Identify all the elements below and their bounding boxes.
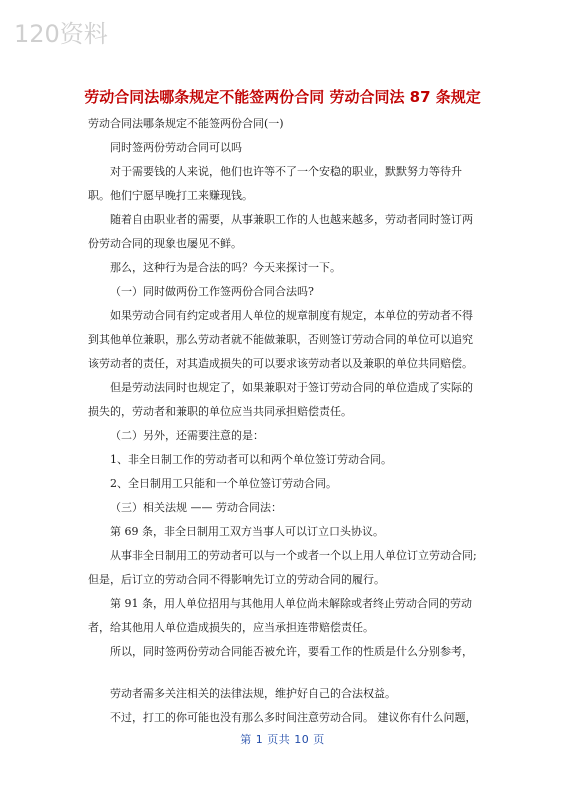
document-body: [88, 112, 480, 730]
subsection-heading: （一）同时做两份工作签两份合同合法吗?: [110, 285, 314, 298]
paragraph: 同时签两份劳动合同可以吗: [110, 141, 242, 154]
paragraph: 从事非全日制用工的劳动者可以与一个或者一个以上用人单位订立劳动合同;但是，后订立的劳动合同不得影响先订立的劳动合同的履行。: [88, 549, 477, 586]
subsection-heading: （二）另外，还需要注意的是：: [110, 429, 264, 442]
section-heading: 劳动合同法哪条规定不能签两份合同(一): [88, 117, 284, 130]
paragraph: 第 69 条，非全日制用工双方当事人可以订立口头协议。: [110, 525, 384, 538]
paragraph: 所以，同时签两份劳动合同能否被允许，要看工作的性质是什么分别参考，: [110, 645, 473, 658]
list-item: 1、非全日制工作的劳动者可以和两个单位签订劳动合同。: [110, 453, 392, 466]
paragraph: 如果劳动合同有约定或者用人单位的规章制度有规定，本单位的劳动者不得到其他单位兼职，那么劳动者就不能做兼职，否则签订劳动合同的单位可以追究该劳动者的责任，对其造成损失的可以要求该劳动者以及兼职的单位共同赔偿。: [88, 309, 473, 370]
watermark-logo: 120资料: [14, 20, 108, 48]
subsection-heading: （三）相关法规 —— 劳动合同法：: [110, 501, 282, 514]
document-title: 劳动合同法哪条规定不能签两份合同 劳动合同法 87 条规定: [84, 88, 481, 106]
paragraph: 随着自由职业者的需要，从事兼职工作的人也越来越多，劳动者同时签订两份劳动合同的现象也屡见不鲜。: [88, 213, 473, 250]
paragraph: 那么，这种行为是合法的吗？今天来探讨一下。: [110, 261, 341, 274]
page-number: 第 1 页共 10 页: [240, 733, 325, 746]
paragraph: 对于需要钱的人来说，他们也许等不了一个安稳的职业，默默努力等待升职。他们宁愿早晚打工来赚现钱。: [88, 165, 462, 202]
paragraph: 但是劳动法同时也规定了，如果兼职对于签订劳动合同的单位造成了实际的损失的，劳动者和兼职的单位应当共同承担赔偿责任。: [88, 381, 473, 418]
paragraph: 不过，打工的你可能也没有那么多时间注意劳动合同。 建议你有什么问题，: [110, 711, 477, 724]
paragraph: 劳动者需多关注相关的法律法规，维护好自己的合法权益。: [110, 687, 396, 700]
list-item: 2、全日制用工只能和一个单位签订劳动合同。: [110, 477, 337, 490]
paragraph: 第 91 条，用人单位招用与其他用人单位尚未解除或者终止劳动合同的劳动者，给其他用人单位造成损失的，应当承担连带赔偿责任。: [88, 597, 472, 634]
spacer: [88, 664, 480, 682]
